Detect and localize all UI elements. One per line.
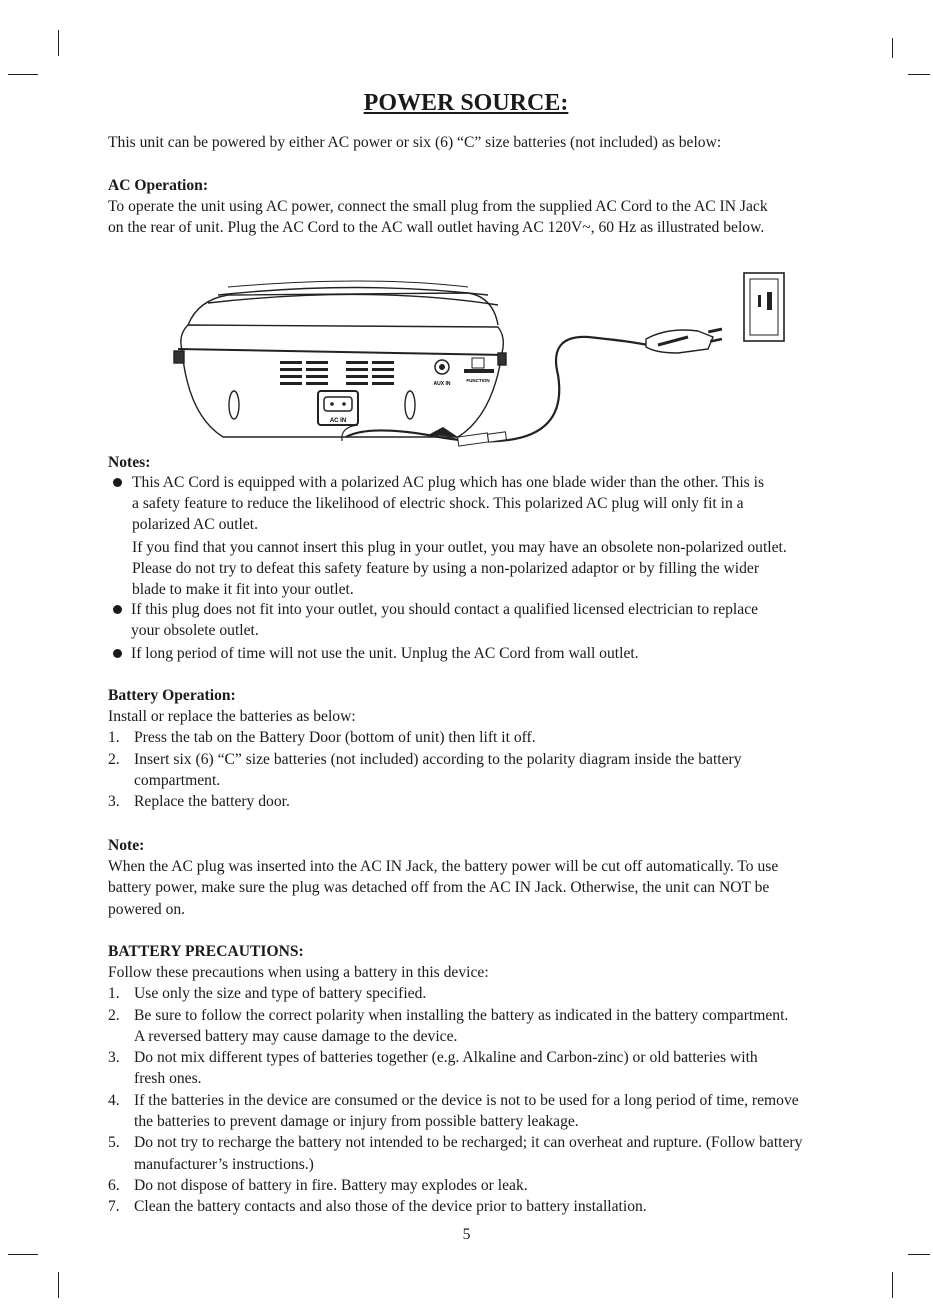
bullet-icon [113,649,122,658]
note-text: blade to make it fit into your outlet. [132,581,354,598]
page-title: POWER SOURCE: [363,90,569,116]
item-number: 7. [108,1198,120,1215]
item-number: 2. [108,1007,120,1024]
item-number: 6. [108,1177,120,1194]
note-text: powered on. [108,901,186,918]
ac-operation-text: on the rear of unit. Plug the AC Cord to the AC wall outlet having AC 120V~, 60 Hz as illustrated below. [108,219,765,236]
notes-heading: Notes: [108,454,151,471]
step-text: Insert six (6) “C” size batteries (not included) according to the polarity diagram inside the battery [134,751,742,768]
page-number: 5 [462,1226,471,1243]
step-number: 1. [108,729,120,746]
note-heading: Note: [108,837,145,854]
aux-in-jack-icon [434,360,451,387]
step-number: 2. [108,751,120,768]
crop-mark [908,74,930,75]
crop-mark [892,1272,893,1298]
step-text: Replace the battery door. [134,793,290,810]
step-text: Press the tab on the Battery Door (bottom of unit) then lift it off. [134,729,536,746]
note-text: If this plug does not fit into your outlet, you should contact a qualified licensed electrician to replace [131,601,759,618]
battery-operation-heading: Battery Operation: [108,687,236,704]
polarized-ac-plug-icon [646,328,722,353]
precaution-text: fresh ones. [134,1070,202,1087]
bullet-icon [113,478,122,487]
precaution-text: Be sure to follow the correct polarity when installing the battery as indicated in the battery compartment. [134,1007,789,1024]
precaution-text: Do not mix different types of batteries together (e.g. Alkaline and Carbon-zinc) or old batteries with [134,1049,758,1066]
precautions-intro: Follow these precautions when using a battery in this device: [108,964,489,981]
ac-operation-heading: AC Operation: [108,177,209,194]
precaution-text: If the batteries in the device are consumed or the device is not to be used for a long period of time, remove [134,1092,799,1109]
item-number: 4. [108,1092,120,1109]
note-text: a safety feature to reduce the likelihood of electric shock. This polarized AC plug will only fit in a [132,495,744,512]
item-number: 3. [108,1049,120,1066]
note-text: Please do not try to defeat this safety feature by using a non-polarized adaptor or by filling the wider [132,560,760,577]
radio-unit-rear-icon [174,281,506,437]
step-number: 3. [108,793,120,810]
ac-connection-illustration [168,265,788,455]
note-text: polarized AC outlet. [132,516,259,533]
bullet-icon [113,605,122,614]
crop-mark [892,38,893,58]
crop-mark [908,1254,930,1255]
item-number: 1. [108,985,120,1002]
precaution-text: Use only the size and type of battery specified. [134,985,427,1002]
precaution-text: manufacturer’s instructions.) [134,1156,314,1173]
function-label: FUNCTION [466,378,490,383]
intro-text: This unit can be powered by either AC power or six (6) “C” size batteries (not included) as below: [108,134,722,151]
crop-mark [58,1272,59,1298]
crop-mark [8,74,38,75]
precaution-text: the batteries to prevent damage or injury from possible battery leakage. [134,1113,579,1130]
precautions-heading: BATTERY PRECAUTIONS: [108,943,304,960]
precaution-text: Clean the battery contacts and also those of the device prior to battery installation. [134,1198,647,1215]
aux-in-label: AUX IN [433,381,451,387]
crop-mark [8,1254,38,1255]
crop-mark [58,30,59,56]
ac-in-label: AC IN [329,418,347,424]
note-text: This AC Cord is equipped with a polarized AC plug which has one blade wider than the other. This is [132,474,765,491]
note-text: your obsolete outlet. [131,622,259,639]
precaution-text: A reversed battery may cause damage to the device. [134,1028,458,1045]
ac-in-jack-icon [318,391,358,425]
function-switch-icon [464,358,494,383]
note-text: battery power, make sure the plug was detached off from the AC IN Jack. Otherwise, the unit can NOT be [108,879,770,896]
note-text: If you find that you cannot insert this plug in your outlet, you may have an obsolete non-polarized outlet. [132,539,787,556]
battery-intro: Install or replace the batteries as below: [108,708,356,725]
wall-outlet-icon [744,273,784,341]
note-text: When the AC plug was inserted into the AC IN Jack, the battery power will be cut off automatically. To use [108,858,779,875]
step-text: compartment. [134,772,221,789]
item-number: 5. [108,1134,120,1151]
speaker-vent-grille [280,361,394,385]
precaution-text: Do not try to recharge the battery not intended to be recharged; it can overheat and rupture. (Follow battery [134,1134,803,1151]
note-text: If long period of time will not use the unit. Unplug the AC Cord from wall outlet. [131,645,639,662]
precaution-text: Do not dispose of battery in fire. Battery may explodes or leak. [134,1177,528,1194]
ac-operation-text: To operate the unit using AC power, connect the small plug from the supplied AC Cord to the AC IN Jack [108,198,768,215]
